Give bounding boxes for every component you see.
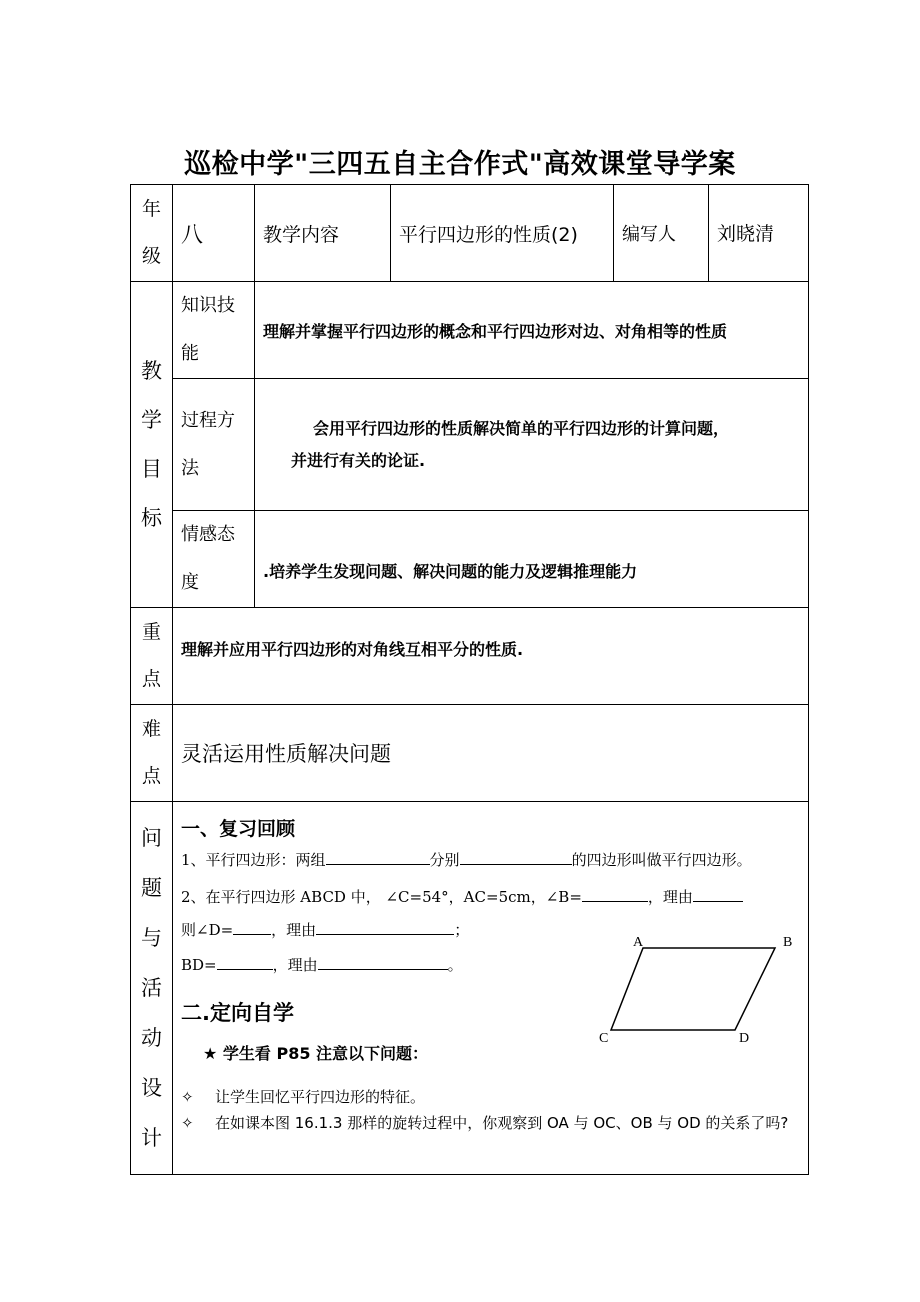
question-2-line-2: 则∠D= ，理由 ； [181, 921, 470, 939]
knowledge-text: 理解并掌握平行四边形的概念和平行四边形对边、对角相等的性质 [255, 282, 809, 379]
header-row [131, 185, 809, 282]
parallelogram-figure [599, 934, 823, 1046]
activity-content [173, 802, 809, 1175]
content-label: 教学内容 [255, 185, 391, 282]
answer-blank[interactable] [316, 919, 454, 935]
list-item: ✧ 让学生回忆平行四边形的特征。 [181, 1088, 426, 1106]
section-review-title: 一、复习回顾 [181, 818, 296, 840]
list-item: ✧ 在如课本图 16.1.3 那样的旋转过程中，你观察到 OA 与 OC、OB 与 OD 的关系了吗? [181, 1114, 789, 1132]
grade-label: 年 级 [131, 185, 173, 282]
question-2-line-3: BD= ，理由 。 [181, 956, 463, 974]
activity-row [131, 802, 809, 1175]
diamond-bullet-icon: ✧ [181, 1114, 194, 1132]
question-2-line-1: 2、在平行四边形 ABCD 中， ∠C=54°，AC=5cm，∠B= ，理由 [181, 886, 808, 907]
objective-process-row [131, 379, 809, 511]
question-1: 1、平行四边形：两组 分别 的四边形叫做平行四边形。 [181, 851, 752, 869]
answer-blank[interactable] [217, 954, 273, 970]
objective-knowledge-row [131, 282, 809, 379]
activity-label: 问 题 与 活 动 设 计 [131, 802, 173, 1175]
answer-blank[interactable] [693, 886, 743, 902]
answer-blank[interactable] [318, 954, 448, 970]
vertex-label-a: A [633, 935, 644, 950]
attitude-text: .培养学生发现问题、解决问题的能力及逻辑推理能力 [255, 511, 809, 608]
page-title: 巡检中学"三四五自主合作式"高效课堂导学案 [184, 149, 736, 180]
self-study-instruction: ★ 学生看 P85 注意以下问题： [203, 1044, 429, 1063]
process-text: 会用平行四边形的性质解决简单的平行四边形的计算问题， 并进行有关的论证. [255, 379, 809, 511]
attitude-label: 情感态 度 [173, 511, 255, 608]
difficulty-row [131, 705, 809, 802]
author-value: 刘晓清 [709, 185, 809, 282]
lesson-plan-table [130, 184, 809, 1175]
answer-blank[interactable] [460, 849, 572, 865]
vertex-label-c: C [599, 1031, 609, 1046]
difficulty-text: 灵活运用性质解决问题 [173, 705, 809, 802]
diamond-bullet-icon: ✧ [181, 1088, 194, 1106]
grade-value: 八 [173, 185, 255, 282]
key-point-row [131, 608, 809, 705]
author-label: 编写人 [614, 185, 709, 282]
answer-blank[interactable] [326, 849, 430, 865]
content-value: 平行四边形的性质(2) [391, 185, 614, 282]
difficulty-label: 难 点 [131, 705, 173, 802]
section-self-study-title: 二.定向自学 [181, 1001, 294, 1025]
objective-attitude-row [131, 511, 809, 608]
parallelogram-abcd [611, 948, 775, 1030]
vertex-label-b: B [783, 935, 793, 950]
answer-blank[interactable] [582, 886, 648, 902]
vertex-label-d: D [739, 1031, 750, 1046]
answer-blank[interactable] [233, 919, 271, 935]
knowledge-label: 知识技 能 [173, 282, 255, 379]
objectives-label: 教 学 目 标 [131, 282, 173, 608]
process-label: 过程方 法 [173, 379, 255, 511]
key-point-text: 理解并应用平行四边形的对角线互相平分的性质. [173, 608, 809, 705]
key-point-label: 重 点 [131, 608, 173, 705]
